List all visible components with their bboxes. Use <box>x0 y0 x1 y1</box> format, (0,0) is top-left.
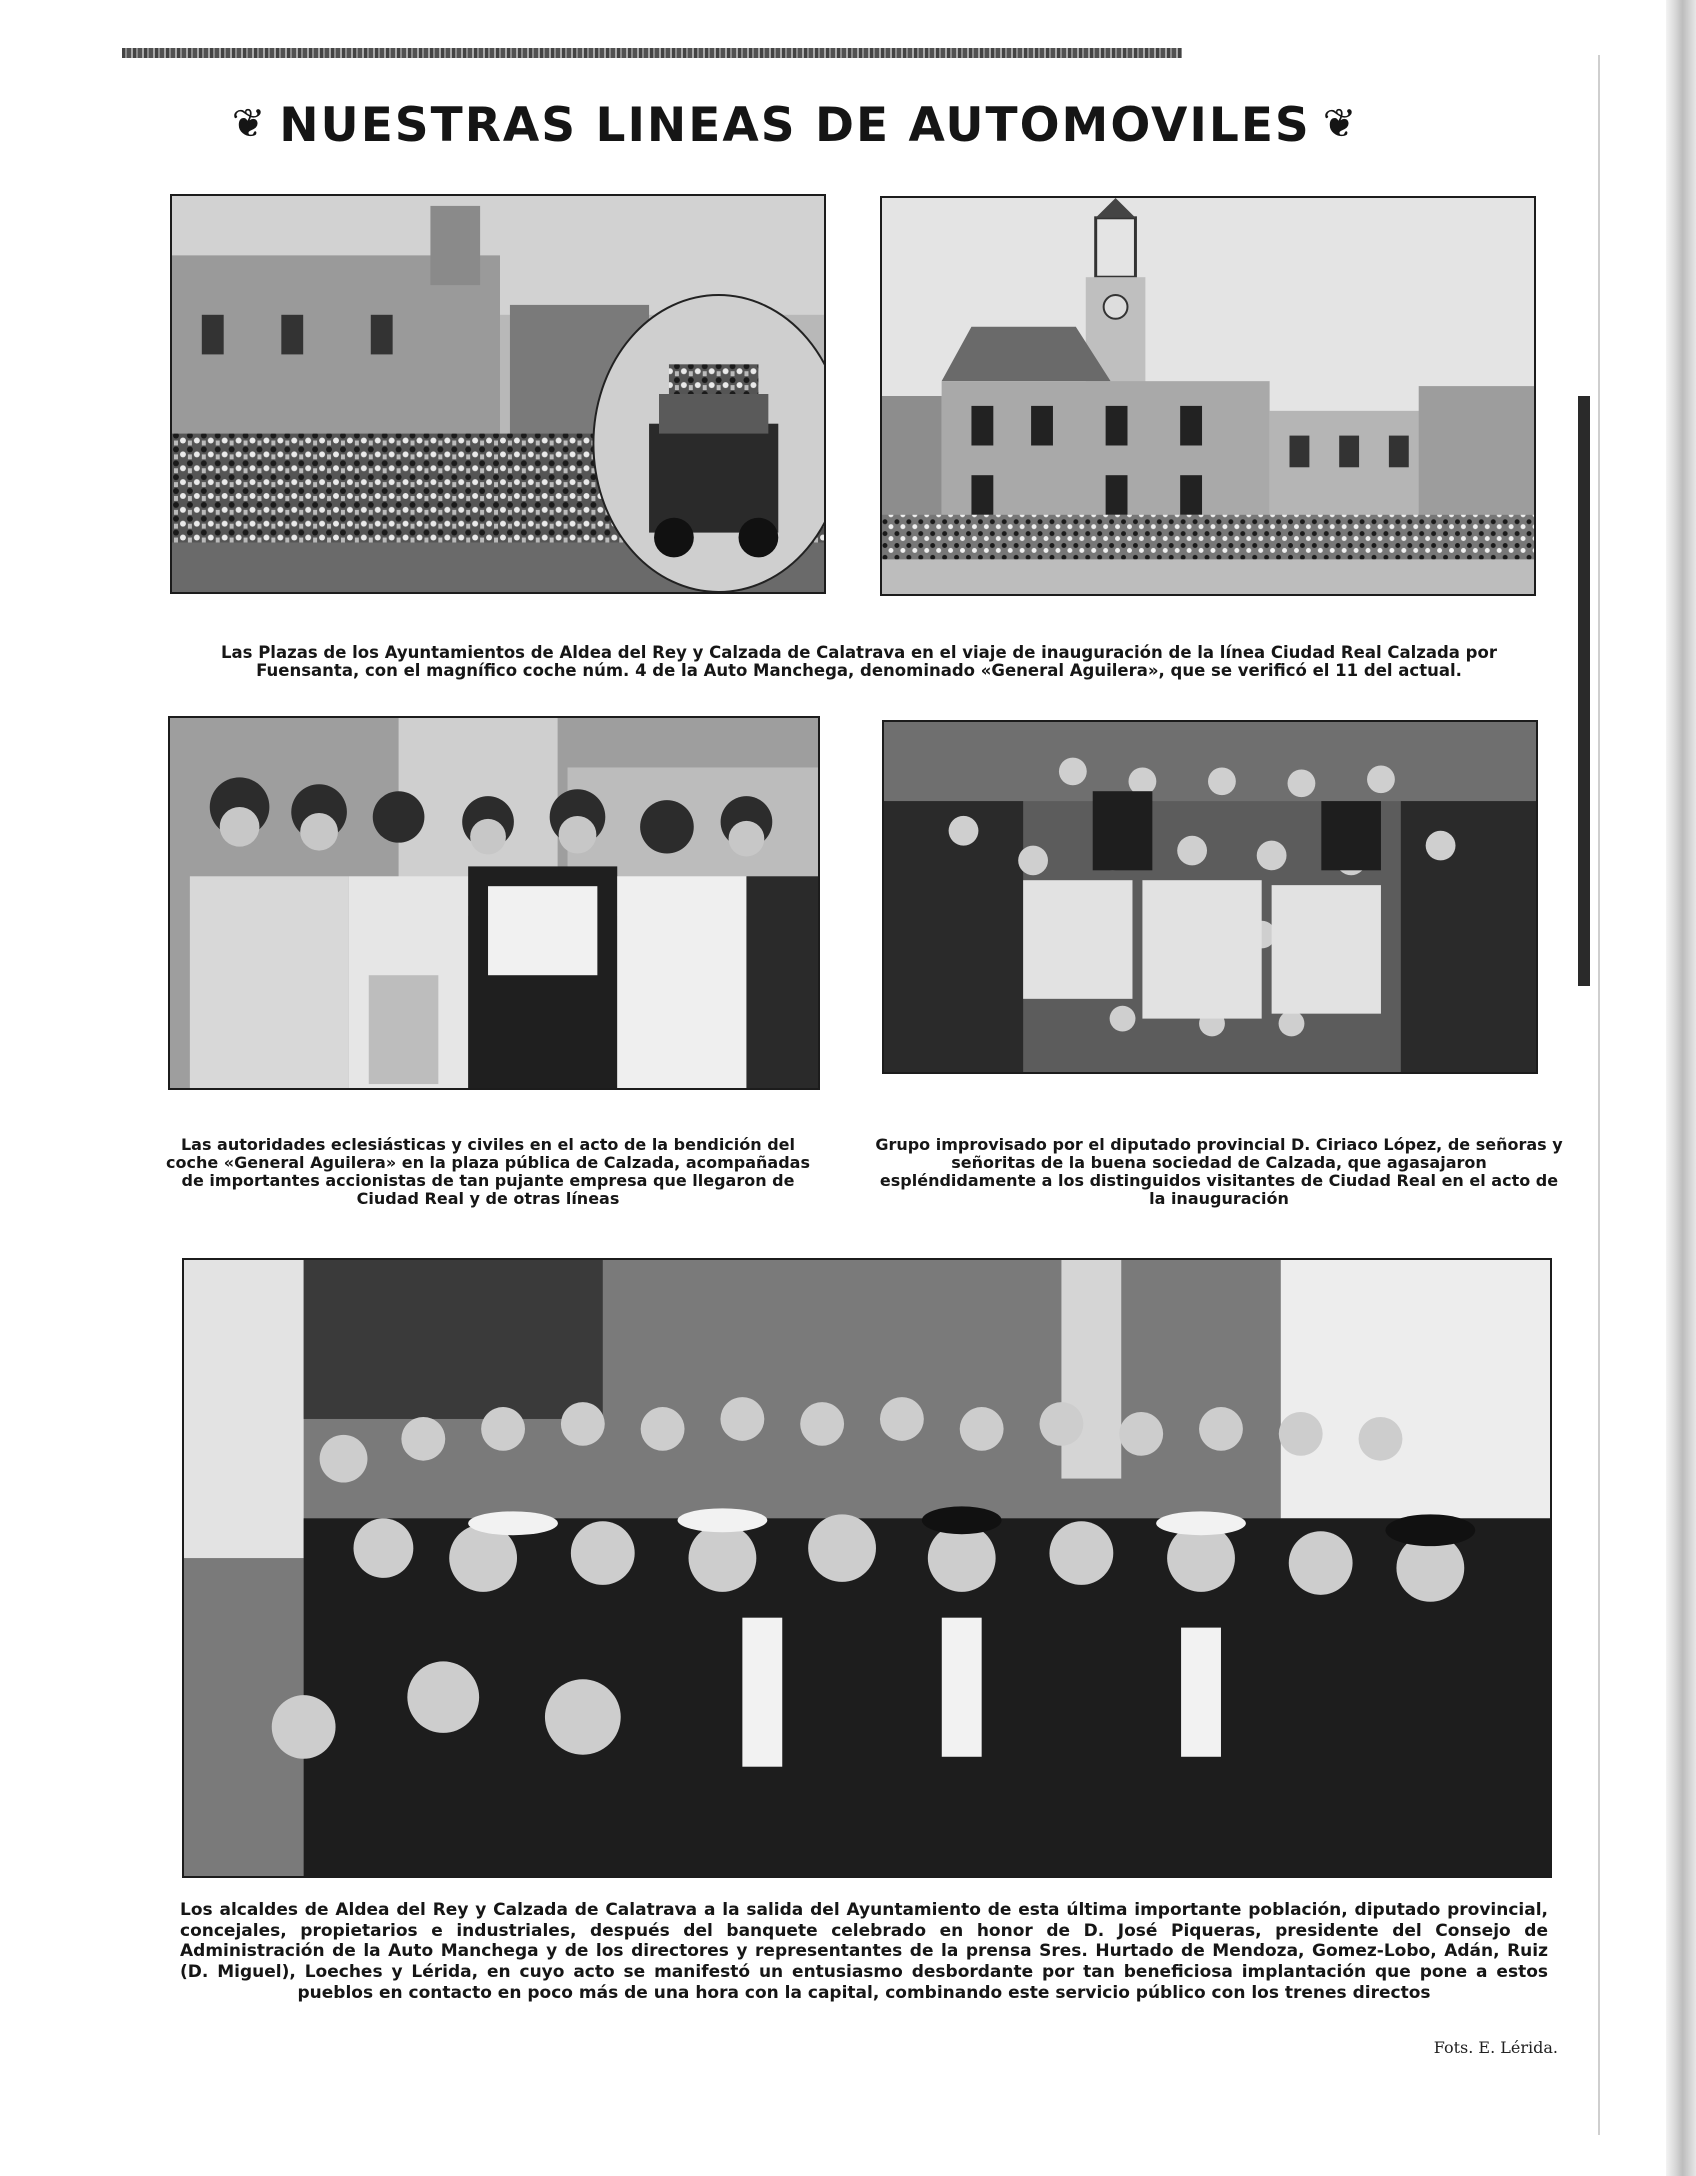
photo-plaza-calzada <box>880 196 1536 596</box>
page-edge-line <box>1598 55 1600 2135</box>
photo-plaza-calzada-image <box>882 198 1534 594</box>
photo-credit: Fots. E. Lérida. <box>1433 2038 1558 2057</box>
page-edge-shadow <box>1578 396 1590 986</box>
top-rule <box>122 48 1182 58</box>
caption-bottom: Los alcaldes de Aldea del Rey y Calzada de Calatrava a la salida del Ayuntamiento de esta última importante población, diputado provincial, concejales, propietarios e industriales, después del banquete celebrado en honor de D. José Piqueras, presidente del Consejo de Administración de la Auto Manchega y de los directores y representantes de la prensa Sres. Hurtado de Mendoza, Gomez-Lobo, Adán, Ruiz (D. Miguel), Loeches y Lérida, en cuyo acto se manifestó un entusiasmo desbordante por tan beneficiosa implantación que pone a estos pueblos en contacto en poco más de una hora con la capital, combinando este servicio público con los trenes directos <box>180 1900 1548 2003</box>
photo-mayors-group-image <box>184 1260 1550 1876</box>
page-title <box>0 98 1590 153</box>
photo-ecclesiastical-authorities-image <box>170 718 818 1088</box>
fleuron-left-icon: ❦ <box>231 101 268 147</box>
photo-plaza-aldea-del-rey <box>170 194 826 594</box>
photo-ecclesiastical-authorities <box>168 716 820 1090</box>
page-edge <box>1666 0 1696 2176</box>
photo-group-of-ladies <box>882 720 1538 1074</box>
caption-middle-left: Las autoridades eclesiásticas y civiles en el acto de la bendición del coche «General Aguilera» en la plaza pública de Calzada, acompañadas de importantes accionistas de tan pujante empresa que llegaron de Ciudad Real y de otras líneas <box>166 1135 810 1208</box>
photo-group-of-ladies-image <box>884 722 1536 1072</box>
page-title-text: NUESTRAS LINEAS DE AUTOMOVILES <box>279 98 1311 153</box>
caption-top: Las Plazas de los Ayuntamientos de Aldea del Rey y Calzada de Calatrava en el viaje de inauguración de la línea Ciudad Real Calzada por Fuensanta, con el magnífico coche núm. 4 de la Auto Manchega, denominado «General Aguilera», que se verificó el 11 del actual. <box>221 643 1497 681</box>
photo-plaza-aldea-del-rey-image <box>172 196 824 592</box>
photo-mayors-group <box>182 1258 1552 1878</box>
caption-middle-right: Grupo improvisado por el diputado provincial D. Ciriaco López, de señoras y señoritas de la buena sociedad de Calzada, que agasajaron espléndidamente a los distinguidos visitantes de Ciudad Real en el acto de la inauguración <box>875 1135 1563 1208</box>
fleuron-right-icon: ❦ <box>1322 101 1359 147</box>
